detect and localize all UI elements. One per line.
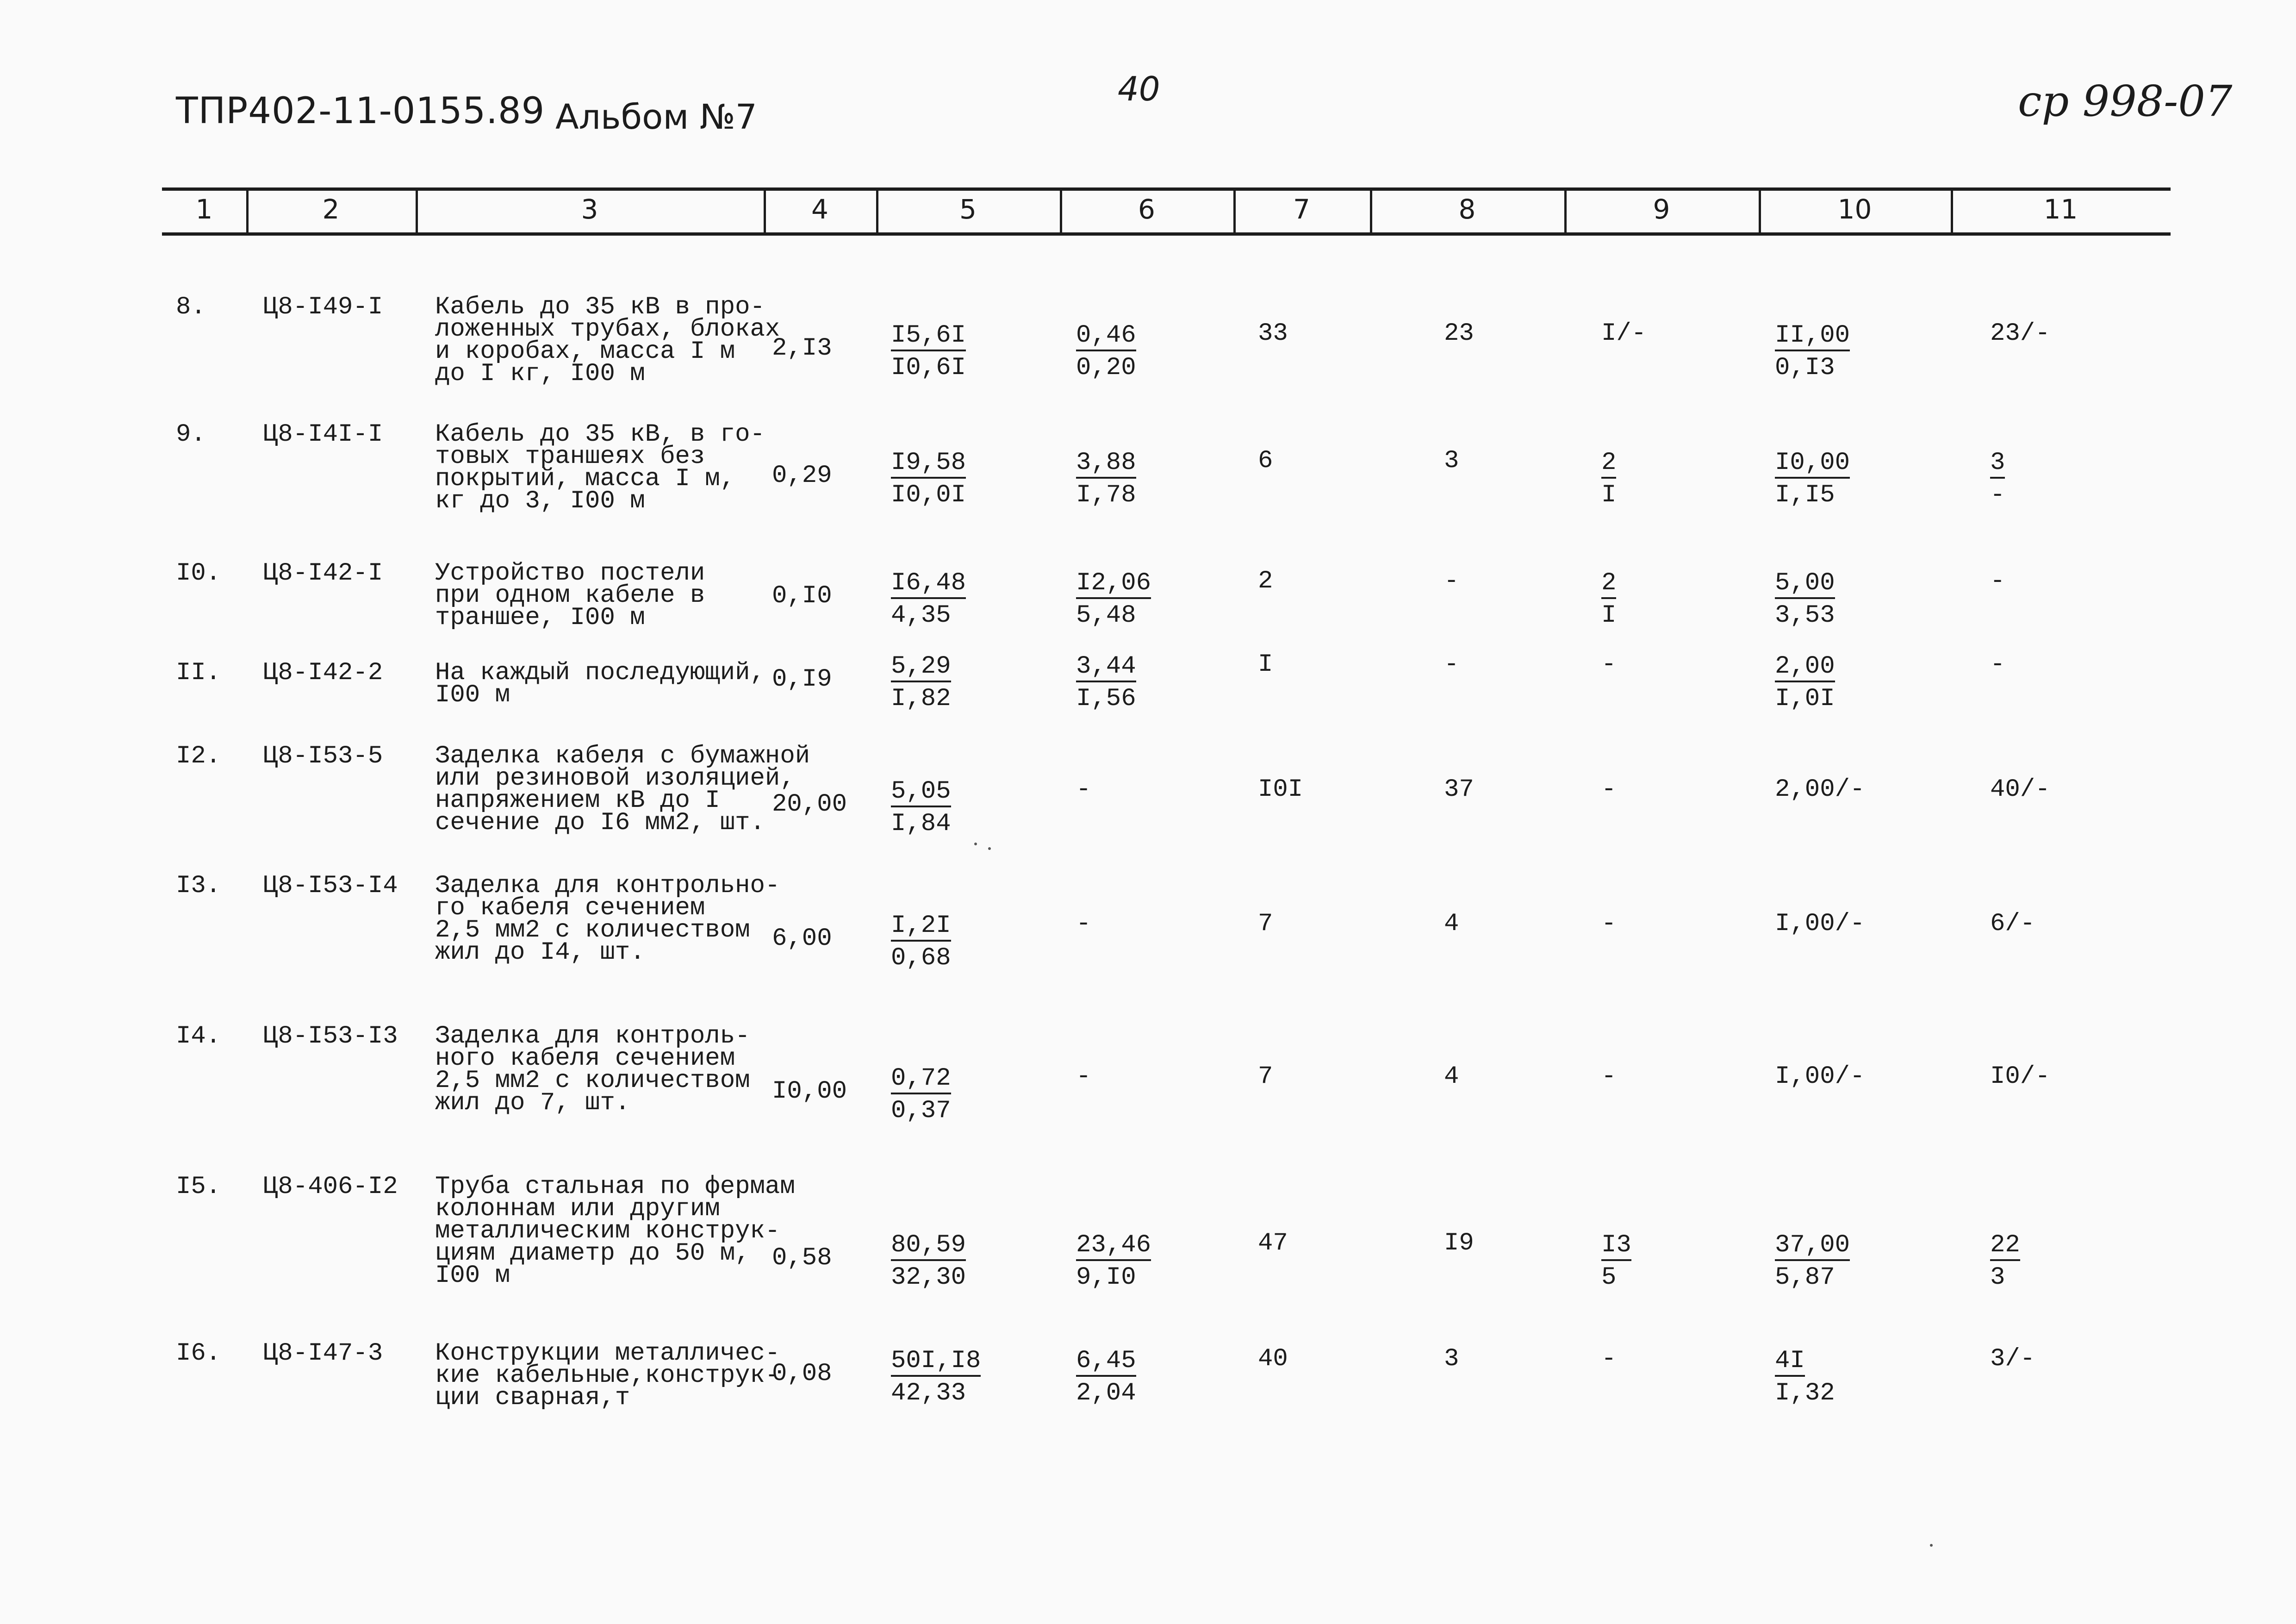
- rate-code: Ц8-406-I2: [263, 1173, 398, 1201]
- cell-c9: I/-: [1601, 319, 1647, 348]
- fraction-denominator: 2,04: [1076, 1379, 1136, 1407]
- cell-c10-fraction: [1775, 450, 1850, 508]
- fraction-denominator: 0,I3: [1775, 354, 1835, 382]
- quantity: 0,58: [772, 1244, 832, 1272]
- quantity: 0,I9: [772, 665, 832, 693]
- cell-c7: 33: [1258, 319, 1288, 348]
- page-number: 40: [1118, 69, 1160, 108]
- row-number: I6.: [176, 1339, 221, 1368]
- fraction-denominator: 5,87: [1775, 1263, 1835, 1292]
- scan-speck: [974, 843, 977, 845]
- album-number: Альбом №7: [555, 97, 757, 137]
- cell-c7: 7: [1258, 910, 1273, 938]
- cell-c11-fraction: [1990, 450, 2005, 508]
- row-number: I0.: [176, 559, 221, 587]
- table-header-top-rule: [162, 187, 2171, 191]
- cell-c6-fraction: [1076, 1348, 1136, 1406]
- fraction-denominator: I,56: [1076, 685, 1136, 713]
- cell-c10: 2,00/-: [1775, 775, 1865, 804]
- fraction-denominator: 3: [1990, 1263, 2005, 1292]
- column-number-7: 7: [1293, 194, 1310, 225]
- fraction-numerator: I6,48: [891, 570, 966, 599]
- fraction-numerator: 22: [1990, 1232, 2020, 1261]
- cell-c11: 6/-: [1990, 910, 2035, 938]
- fraction-denominator: I0,0I: [891, 481, 966, 509]
- fraction-numerator: I3: [1601, 1232, 1631, 1261]
- column-number-9: 9: [1653, 194, 1670, 225]
- document-code: ТПР402-11-0155.89: [176, 90, 545, 132]
- column-number-1: 1: [195, 194, 213, 225]
- work-description: На каждый последующий, I00 м: [435, 659, 765, 709]
- fraction-denominator: 0,20: [1076, 354, 1136, 382]
- cell-c8: 4: [1444, 1062, 1459, 1091]
- cell-c6-fraction: [1076, 654, 1136, 712]
- cell-c7: 6: [1258, 447, 1273, 475]
- column-number-10: 10: [1837, 194, 1872, 225]
- fraction-denominator: I,32: [1775, 1379, 1835, 1407]
- cell-c10-fraction: [1775, 323, 1850, 381]
- column-number-11: 11: [2043, 194, 2078, 225]
- column-number-2: 2: [322, 194, 340, 225]
- fraction-denominator: 9,I0: [1076, 1263, 1136, 1292]
- cell-c7: 7: [1258, 1062, 1273, 1091]
- row-number: I2.: [176, 742, 221, 770]
- cell-c7: I: [1258, 650, 1273, 679]
- fraction-denominator: 42,33: [891, 1379, 966, 1407]
- work-description: Заделка для контрольно- го кабеля сечением 2,5 мм2 с количеством жил до I4, шт.: [435, 872, 780, 967]
- cell-c7: I0I: [1258, 775, 1303, 804]
- fraction-denominator: I: [1601, 481, 1617, 509]
- fraction-denominator: I,I5: [1775, 481, 1835, 509]
- fraction-numerator: 23,46: [1076, 1232, 1151, 1261]
- work-description: Конструкции металличес- кие кабельные,конструк- ции сварная,т: [435, 1339, 780, 1412]
- fraction-denominator: I,0I: [1775, 685, 1835, 713]
- cell-c5-fraction: [891, 450, 966, 508]
- archive-number: ср 998-07: [2018, 76, 2233, 126]
- fraction-numerator: 50I,I8: [891, 1348, 981, 1377]
- cell-c9: -: [1601, 775, 1617, 804]
- fraction-numerator: I9,58: [891, 450, 966, 479]
- cell-c5-fraction: [891, 1232, 966, 1291]
- quantity: 0,08: [772, 1360, 832, 1388]
- row-number: I4.: [176, 1022, 221, 1050]
- cell-c7: 47: [1258, 1229, 1288, 1257]
- rate-code: Ц8-I49-I: [263, 293, 383, 321]
- fraction-numerator: 5,29: [891, 654, 951, 682]
- fraction-denominator: 5: [1601, 1263, 1617, 1292]
- fraction-denominator: 0,37: [891, 1097, 951, 1125]
- cell-c10: I,00/-: [1775, 1062, 1865, 1091]
- fraction-numerator: 3,44: [1076, 654, 1136, 682]
- column-number-4: 4: [811, 194, 828, 225]
- fraction-numerator: I,2I: [891, 913, 951, 942]
- work-description: Труба стальная по фермам колоннам или другим металлическим конструк- циям диаметр до 50 м, I00 м: [435, 1173, 795, 1290]
- cell-c9: -: [1601, 1062, 1617, 1091]
- column-number-5: 5: [959, 194, 977, 225]
- fraction-denominator: I0,6I: [891, 354, 966, 382]
- column-number-3: 3: [581, 194, 598, 225]
- rate-code: Ц8-I53-I4: [263, 872, 398, 900]
- row-number: I3.: [176, 872, 221, 900]
- cell-c6-fraction: [1076, 450, 1136, 508]
- cell-c8: 4: [1444, 910, 1459, 938]
- cell-c6: -: [1076, 775, 1091, 804]
- work-description: Заделка кабеля с бумажной или резиновой изоляцией, напряжением кВ до I сечение до I6 мм2, шт.: [435, 742, 810, 837]
- fraction-numerator: 37,00: [1775, 1232, 1850, 1261]
- cell-c11: -: [1990, 650, 2005, 679]
- cell-c11: I0/-: [1990, 1062, 2050, 1091]
- scan-speck: [988, 847, 991, 850]
- cell-c11: 40/-: [1990, 775, 2050, 804]
- cell-c9: -: [1601, 650, 1617, 679]
- quantity: I0,00: [772, 1077, 847, 1106]
- quantity: 20,00: [772, 790, 847, 818]
- column-number-6: 6: [1138, 194, 1155, 225]
- fraction-numerator: 0,46: [1076, 323, 1136, 351]
- cell-c11-fraction: [1990, 1232, 2020, 1291]
- quantity: 6,00: [772, 924, 832, 953]
- fraction-numerator: I5,6I: [891, 323, 966, 351]
- fraction-denominator: 32,30: [891, 1263, 966, 1292]
- cell-c7: 2: [1258, 567, 1273, 595]
- fraction-numerator: 2: [1601, 570, 1616, 599]
- rate-code: Ц8-I53-I3: [263, 1022, 398, 1050]
- fraction-denominator: I,84: [891, 810, 951, 838]
- fraction-numerator: 3: [1990, 450, 2005, 479]
- row-number: 9.: [176, 420, 206, 449]
- cell-c6-fraction: [1076, 570, 1151, 629]
- cell-c10-fraction: [1775, 570, 1835, 629]
- cell-c5-fraction: [891, 654, 951, 712]
- cell-c8: 37: [1444, 775, 1474, 804]
- quantity: 2,I3: [772, 334, 832, 362]
- quantity: 0,29: [772, 462, 832, 490]
- cell-c9: -: [1601, 1345, 1617, 1373]
- row-number: II.: [176, 659, 221, 687]
- cell-c6-fraction: [1076, 323, 1136, 381]
- rate-code: Ц8-I42-2: [263, 659, 383, 687]
- cell-c9-fraction: [1601, 1232, 1631, 1291]
- quantity: 0,I0: [772, 582, 832, 610]
- fraction-denominator: 0,68: [891, 944, 951, 972]
- cell-c10-fraction: [1775, 1232, 1850, 1291]
- cell-c8: I9: [1444, 1229, 1474, 1257]
- cell-c5-fraction: [891, 570, 966, 629]
- cell-c11: 23/-: [1990, 319, 2050, 348]
- cell-c9-fraction: [1601, 450, 1616, 508]
- cell-c10-fraction: [1775, 654, 1835, 712]
- row-number: 8.: [176, 293, 206, 321]
- work-description: Устройство постели при одном кабеле в траншее, I00 м: [435, 559, 705, 632]
- cell-c8: -: [1444, 567, 1459, 595]
- work-description: Заделка для контроль- ного кабеля сечением 2,5 мм2 с количеством жил до 7, шт.: [435, 1022, 750, 1117]
- fraction-numerator: 2: [1601, 450, 1616, 479]
- fraction-numerator: 5,05: [891, 779, 951, 807]
- work-description: Кабель до 35 кВ, в го- товых траншеях без покрытий, масса I м, кг до 3, I00 м: [435, 420, 765, 515]
- work-description: Кабель до 35 кВ в про- ложенных трубах, блоках и коробах, масса I м до I кг, I00 м: [435, 293, 780, 388]
- cell-c9: -: [1601, 910, 1617, 938]
- fraction-denominator: I: [1601, 601, 1617, 630]
- cell-c5-fraction: [891, 779, 951, 837]
- cell-c11: -: [1990, 567, 2005, 595]
- cell-c10-fraction: [1775, 1348, 1835, 1406]
- cell-c6: -: [1076, 910, 1091, 938]
- cell-c5-fraction: [891, 1348, 981, 1406]
- fraction-denominator: 4,35: [891, 601, 951, 630]
- fraction-denominator: -: [1990, 481, 2005, 509]
- rate-code: Ц8-I47-3: [263, 1339, 383, 1368]
- cell-c9-fraction: [1601, 570, 1616, 629]
- fraction-numerator: 0,72: [891, 1066, 951, 1094]
- fraction-denominator: 3,53: [1775, 601, 1835, 630]
- rate-code: Ц8-I4I-I: [263, 420, 383, 449]
- table-header-bottom-rule: [162, 232, 2171, 236]
- rate-code: Ц8-I53-5: [263, 742, 383, 770]
- cell-c8: 23: [1444, 319, 1474, 348]
- fraction-numerator: 2,00: [1775, 654, 1835, 682]
- cell-c8: -: [1444, 650, 1459, 679]
- cell-c11: 3/-: [1990, 1345, 2035, 1373]
- scan-speck: [1930, 1544, 1933, 1547]
- fraction-numerator: I2,06: [1076, 570, 1151, 599]
- fraction-numerator: 5,00: [1775, 570, 1835, 599]
- cell-c8: 3: [1444, 1345, 1459, 1373]
- cell-c6-fraction: [1076, 1232, 1151, 1291]
- fraction-denominator: I,82: [891, 685, 951, 713]
- rate-code: Ц8-I42-I: [263, 559, 383, 587]
- fraction-numerator: I0,00: [1775, 450, 1850, 479]
- cell-c5-fraction: [891, 323, 966, 381]
- cell-c5-fraction: [891, 913, 951, 971]
- cell-c8: 3: [1444, 447, 1459, 475]
- cell-c5-fraction: [891, 1066, 951, 1124]
- column-number-8: 8: [1458, 194, 1476, 225]
- fraction-numerator: II,00: [1775, 323, 1850, 351]
- fraction-numerator: 3,88: [1076, 450, 1136, 479]
- fraction-denominator: 5,48: [1076, 601, 1136, 630]
- fraction-denominator: I,78: [1076, 481, 1136, 509]
- cell-c10: I,00/-: [1775, 910, 1865, 938]
- cell-c7: 40: [1258, 1345, 1288, 1373]
- cell-c6: -: [1076, 1062, 1091, 1091]
- fraction-numerator: 80,59: [891, 1232, 966, 1261]
- row-number: I5.: [176, 1173, 221, 1201]
- fraction-numerator: 6,45: [1076, 1348, 1136, 1377]
- fraction-numerator: 4I: [1775, 1348, 1805, 1377]
